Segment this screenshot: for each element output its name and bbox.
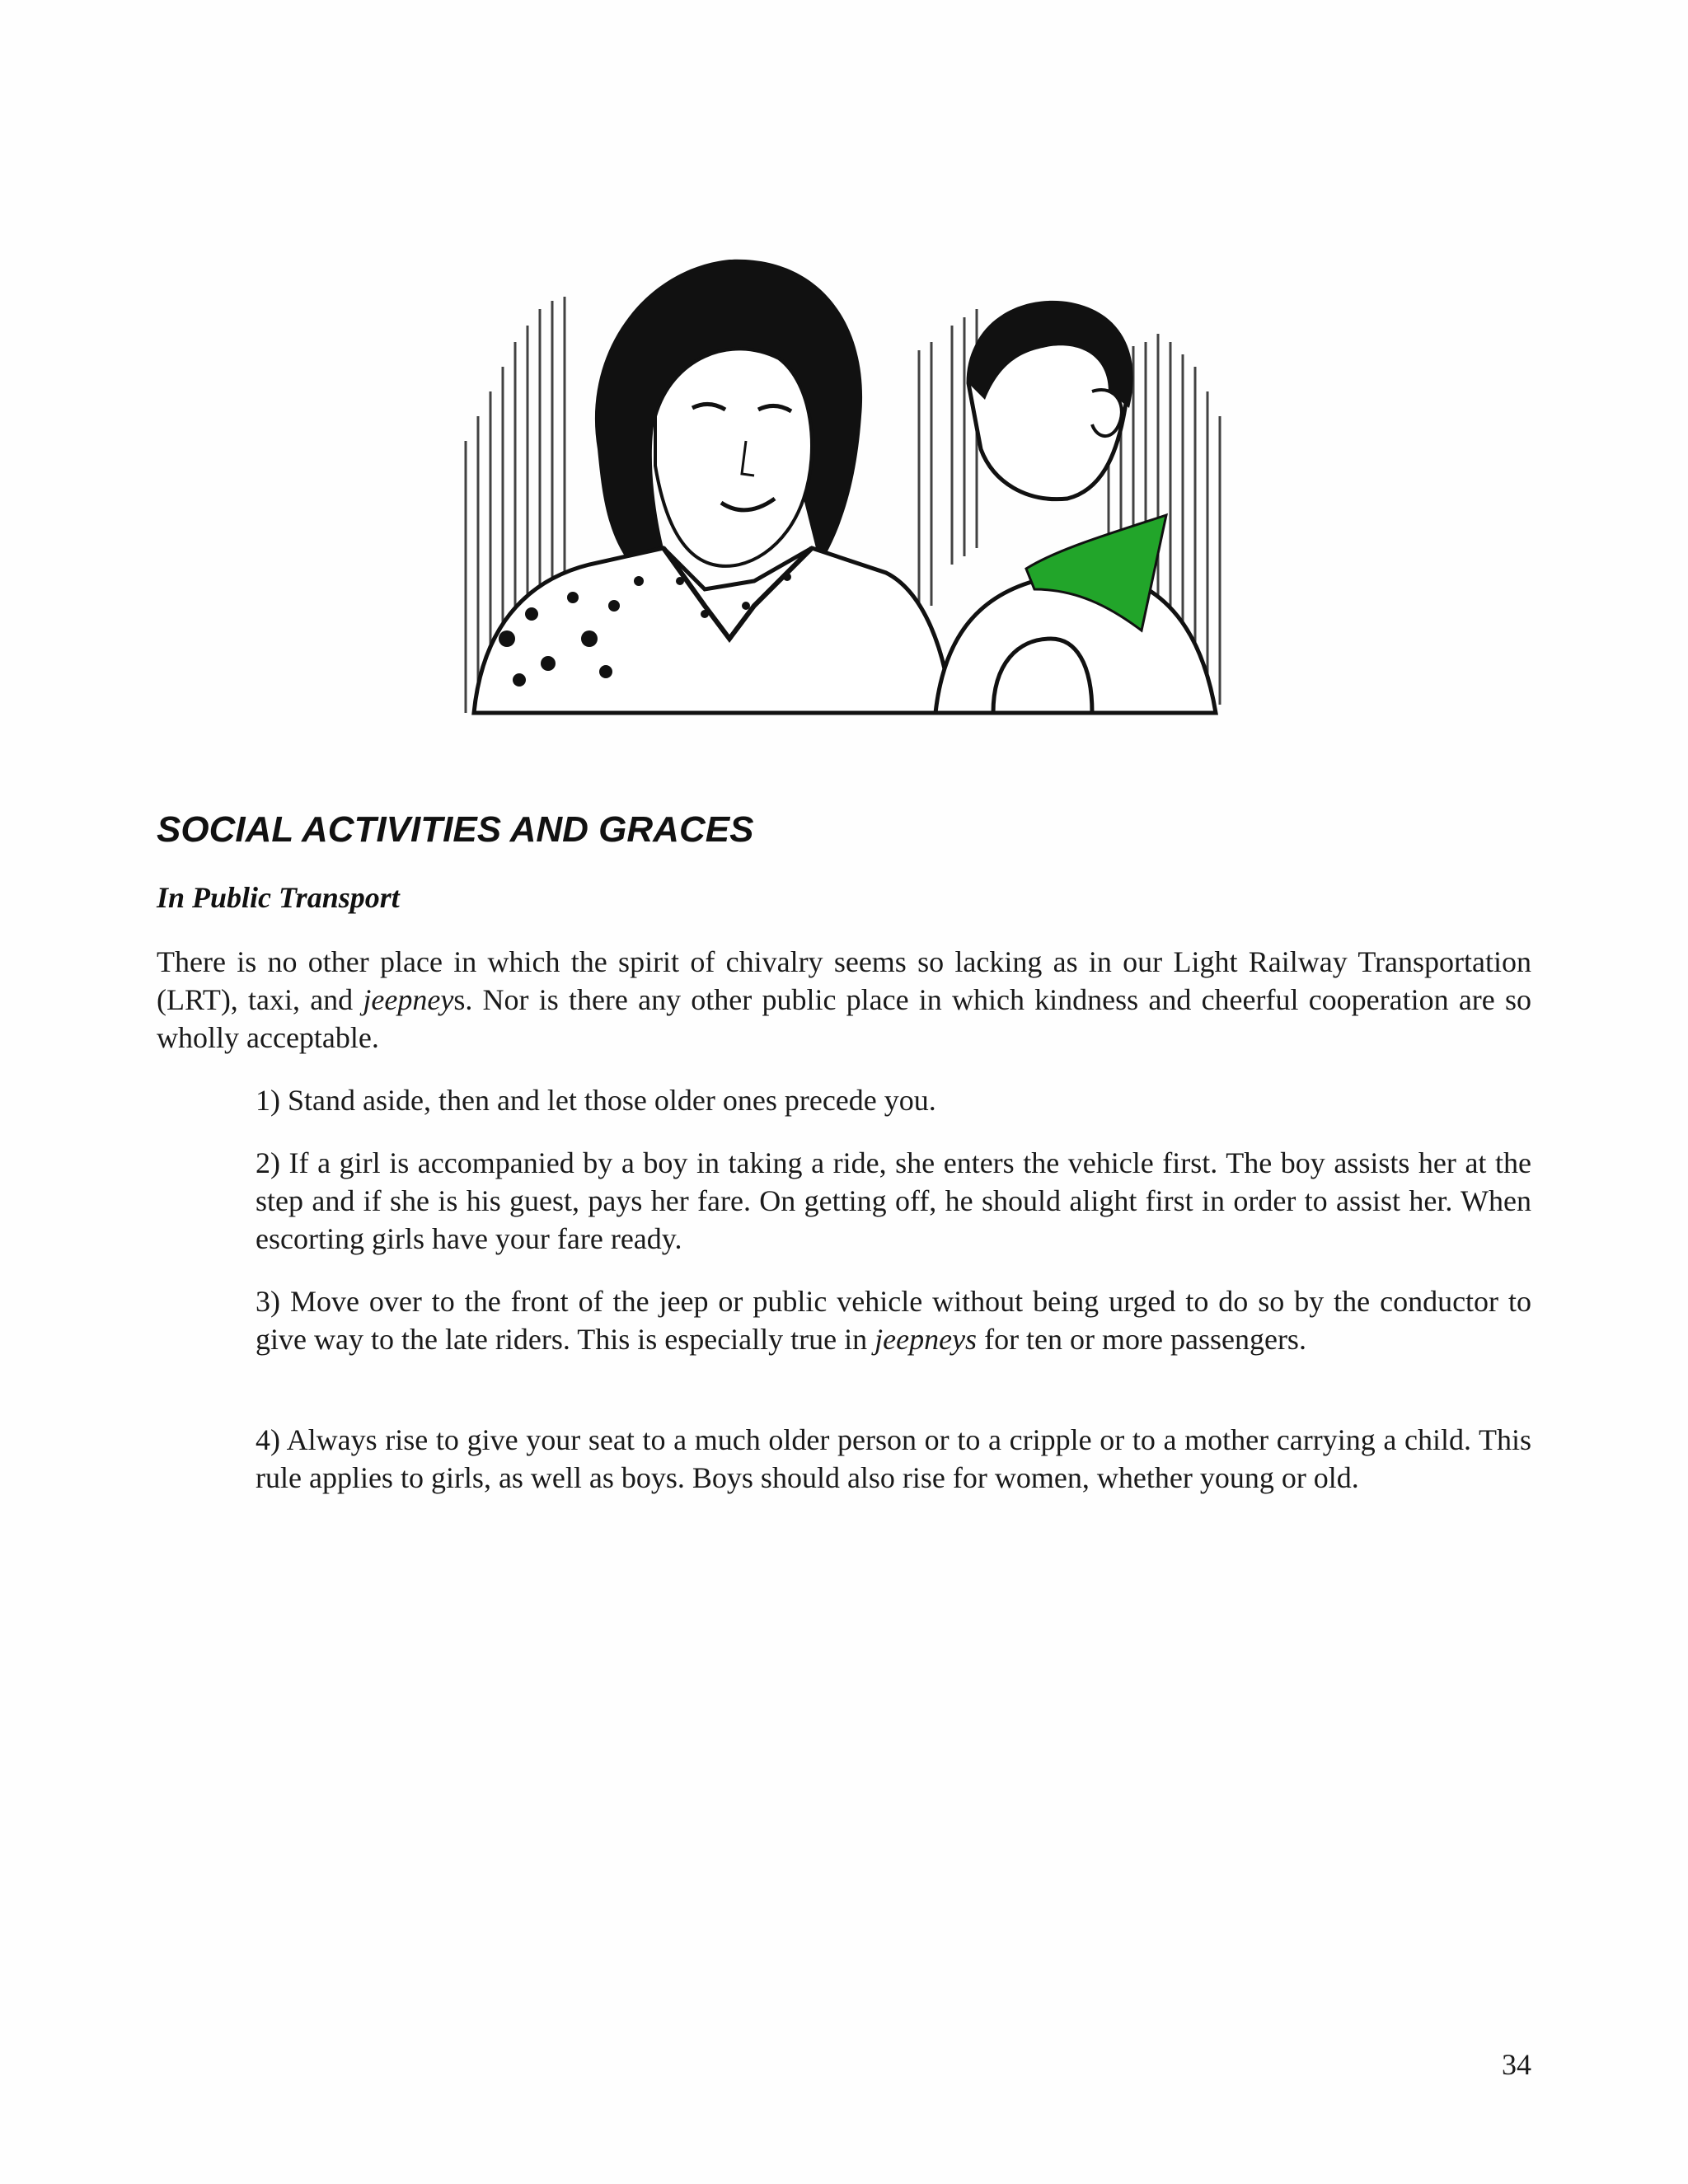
woman-and-boy-illustration-icon (457, 251, 1240, 729)
woman-and-boy-illustration (457, 251, 1240, 729)
intro-italic-term: jeepney (363, 983, 454, 1016)
intro-text-part2: s. Nor is there any other public place in which kindness and cheerful cooperation are so wholly acceptable. (157, 983, 1531, 1054)
list-item-2: 2) If a girl is accompanied by a boy in taking a ride, she enters the vehicle first. The boy assists her at the step and if she is his guest, pays her fare. On getting off, he should alight first in order to assist her. When escorting girls have your fare ready. (256, 1146, 1531, 1255)
list-item-3-part1: 3) Move over to the front of the jeep or public vehicle without being urged to do so by the conductor to give way to the late riders. This is especially true in (256, 1285, 1531, 1356)
list-item-1: 1) Stand aside, then and let those older ones precede you. (256, 1084, 936, 1117)
sub-heading: In Public Transport (157, 881, 400, 914)
list-item-3-italic-term: jeepneys (874, 1323, 978, 1356)
intro-text-part1: There is no other place in which the spirit of chivalry seems so lacking as in our Light Railway Transportation (LRT), taxi, and (157, 945, 1531, 1016)
section-heading: SOCIAL ACTIVITIES AND GRACES (157, 809, 754, 850)
page-number: 34 (1502, 2048, 1531, 2081)
list-item-3-part2: for ten or more passengers. (977, 1323, 1306, 1356)
list-item-3 (256, 1282, 1531, 1358)
list-item-4: 4) Always rise to give your seat to a much older person or to a cripple or to a mother carrying a child. This rule applies to girls, as well as boys. Boys should also rise for women, whether young or old. (256, 1423, 1531, 1494)
intro-paragraph (157, 943, 1531, 1057)
